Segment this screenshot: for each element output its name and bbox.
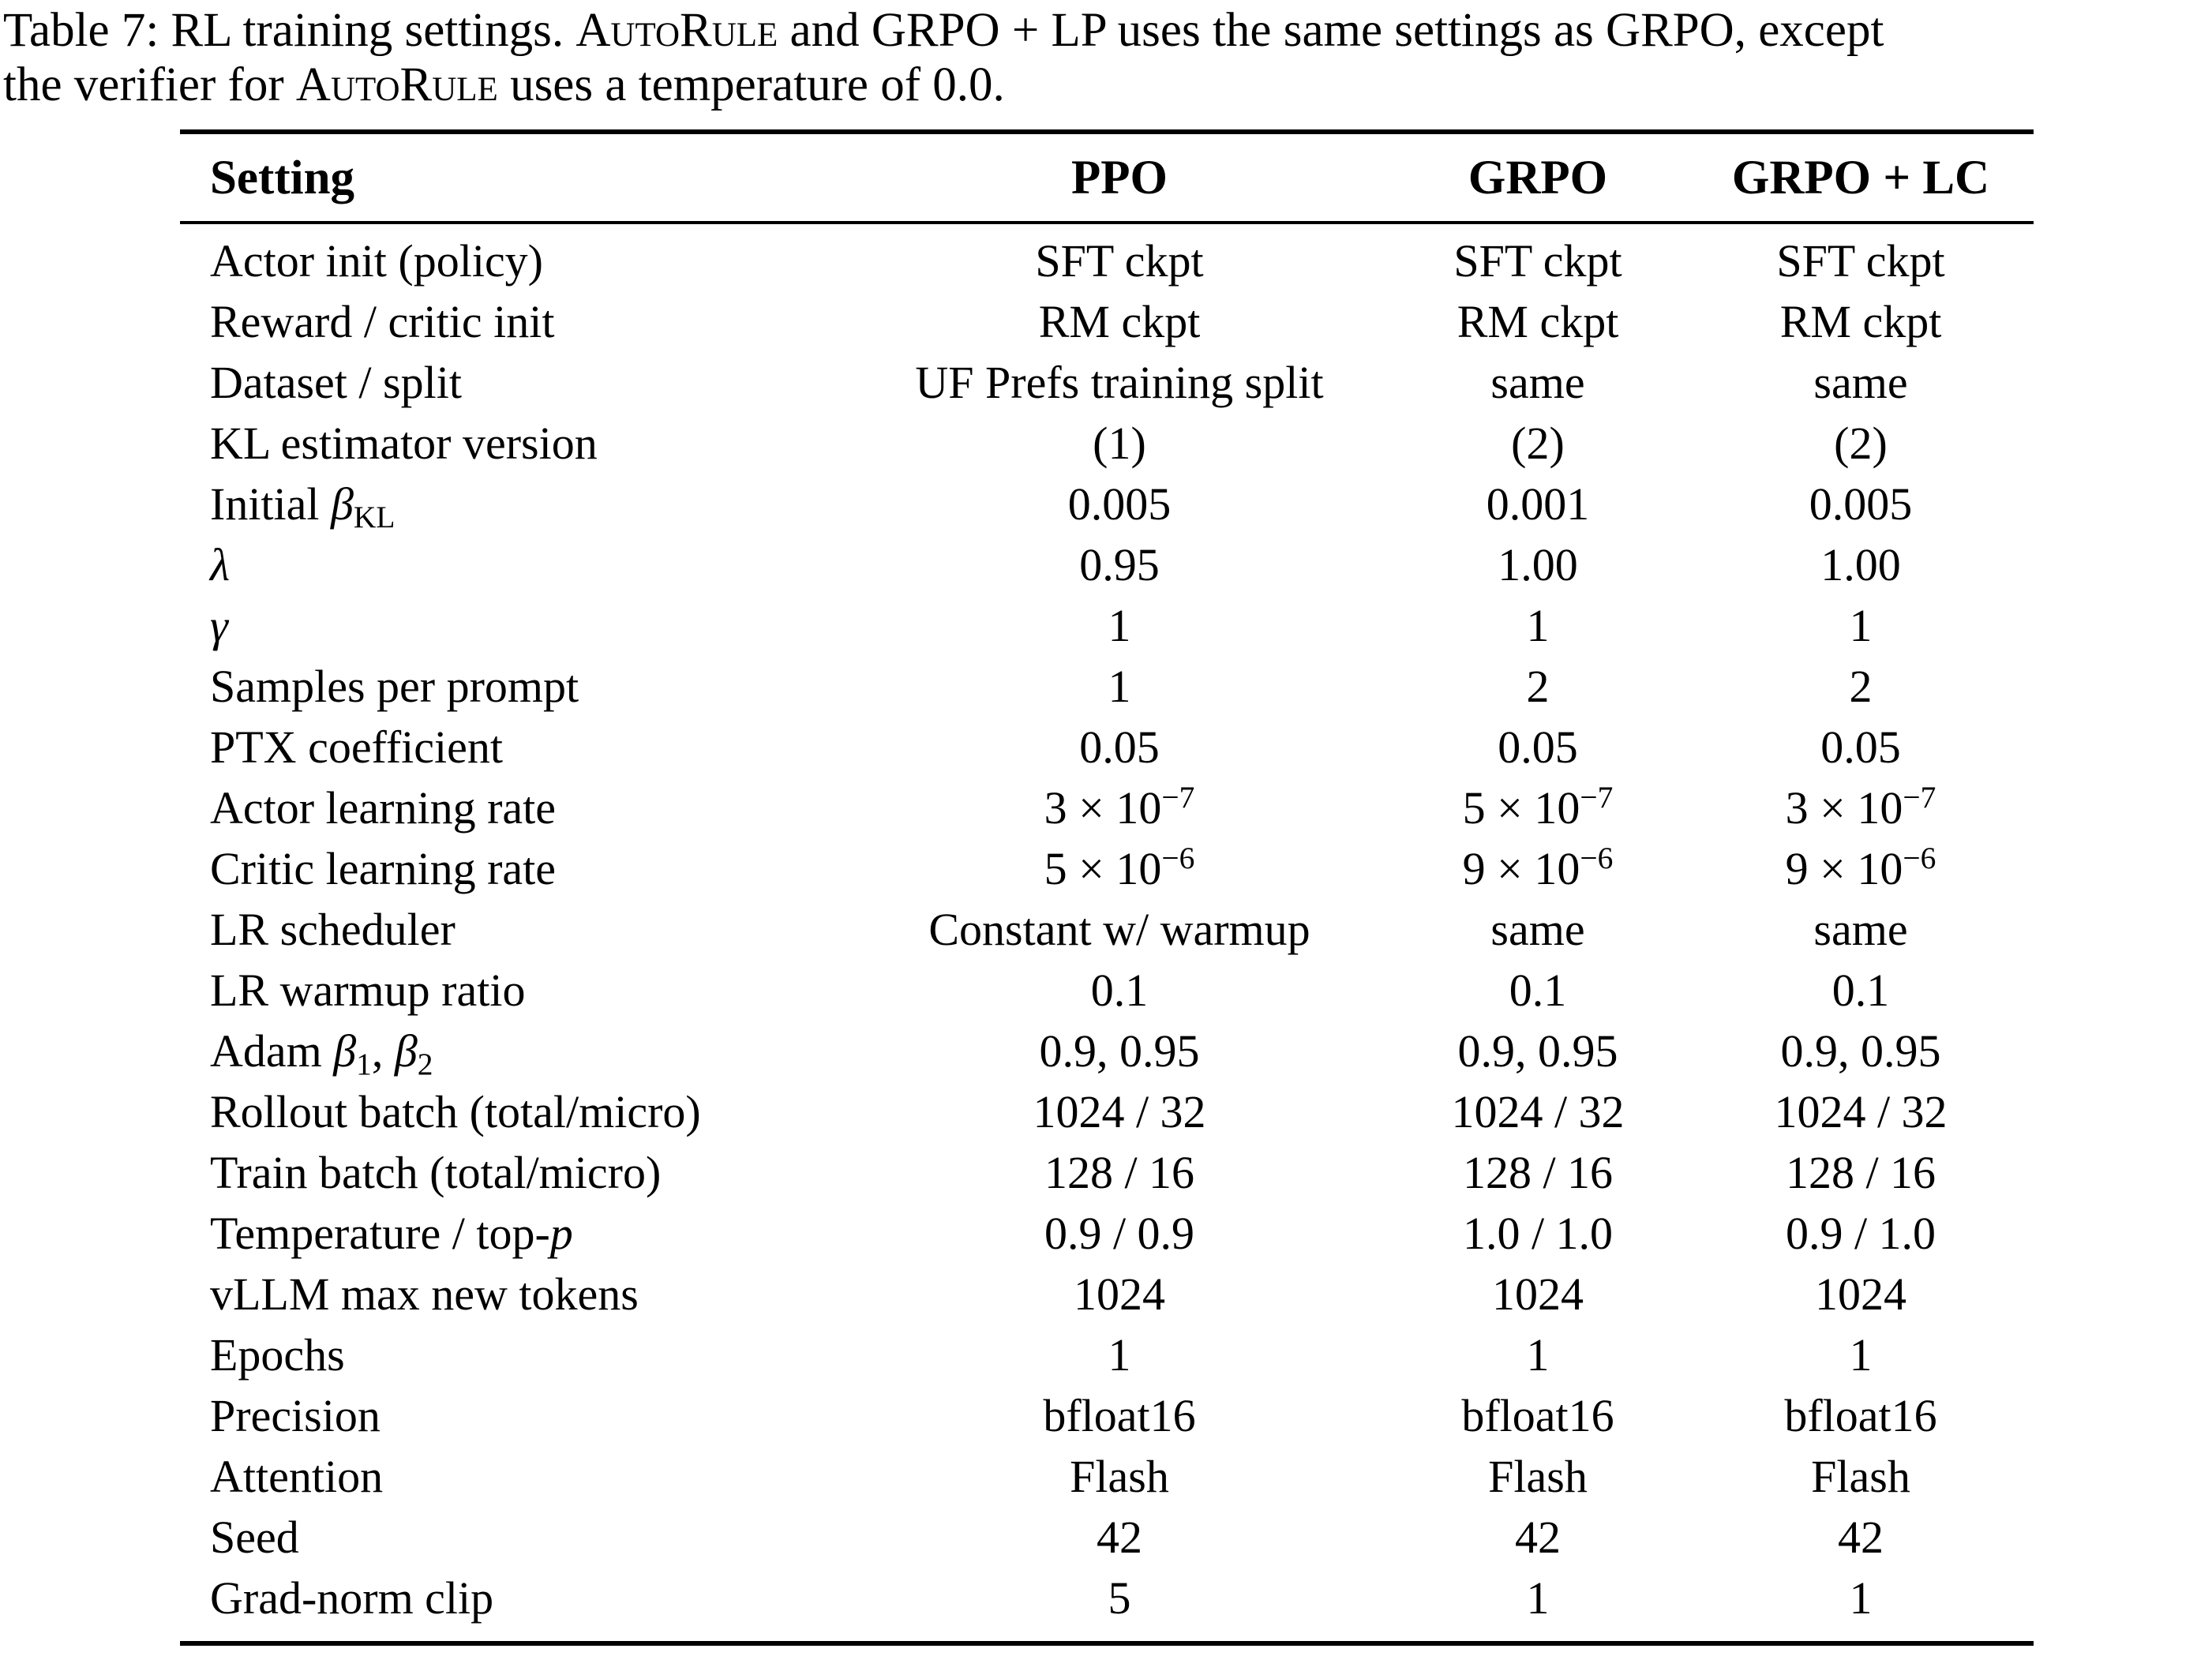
caption-segment: uses a temperature of 0.0. <box>497 58 1005 111</box>
setting-cell: Temperature / top-p <box>210 1208 573 1259</box>
value-cell-ppo: 1 <box>1108 1329 1131 1381</box>
setting-cell: LR scheduler <box>210 904 456 955</box>
value-cell-grpo-lc: same <box>1813 904 1908 955</box>
value-cell-grpo-lc: 1 <box>1849 1572 1873 1624</box>
setting-cell: Initial $\beta_{KL}$ <box>210 478 396 534</box>
setting-cell: Actor init (policy) <box>210 235 544 287</box>
table-row <box>180 717 2034 777</box>
value-cell-grpo-lc: bfloat16 <box>1784 1390 1937 1441</box>
col-header-grpo: GRPO <box>1388 132 1688 223</box>
value-cell-grpo: 42 <box>1515 1512 1561 1563</box>
caption-segment: Table 7: RL training settings. <box>3 4 576 57</box>
caption-line <box>3 3 2212 58</box>
value-cell-grpo-lc: Flash <box>1811 1451 1910 1502</box>
value-cell-grpo: 1 <box>1526 600 1550 651</box>
value-cell-grpo-lc: 2 <box>1849 661 1873 712</box>
setting-cell: Precision <box>210 1390 381 1441</box>
caption-smallcaps-segment: AutoRule <box>295 58 498 111</box>
table-row <box>180 1021 2034 1081</box>
setting-cell: λ <box>210 539 231 590</box>
value-cell-grpo-lc: 0.005 <box>1809 478 1913 530</box>
setting-cell: Attention <box>210 1451 384 1502</box>
caption-segment: and GRPO + LP uses the same settings as GRPO, except <box>778 4 1884 57</box>
setting-cell: Train batch (total/micro) <box>210 1147 662 1198</box>
value-cell-grpo-lc: 128 / 16 <box>1785 1147 1936 1198</box>
value-cell-grpo: 0.1 <box>1509 965 1567 1016</box>
value-cell-ppo: 0.9, 0.95 <box>1039 1025 1200 1077</box>
caption-segment: the verifier for <box>3 58 296 111</box>
value-cell-grpo-lc: SFT ckpt <box>1776 235 1945 287</box>
setting-cell: PTX coefficient <box>210 721 503 773</box>
table-row <box>180 1324 2034 1385</box>
value-cell-ppo: 1024 <box>1074 1268 1165 1320</box>
value-cell-ppo: 1 <box>1108 600 1131 651</box>
header-row <box>180 132 2034 223</box>
col-header-grpo-lc: GRPO + LC <box>1688 132 2034 223</box>
value-cell-grpo: Flash <box>1488 1451 1588 1502</box>
value-cell-grpo: 0.001 <box>1486 478 1590 530</box>
value-cell-grpo-lc: RM ckpt <box>1779 296 1942 347</box>
value-cell-ppo: Constant w/ warmup <box>928 904 1310 955</box>
setting-cell: Samples per prompt <box>210 661 579 712</box>
value-cell-grpo: 1 <box>1526 1572 1550 1624</box>
value-cell-grpo: 1 <box>1526 1329 1550 1381</box>
value-cell-grpo-lc: 1 <box>1849 1329 1873 1381</box>
table-row <box>180 1568 2034 1643</box>
table-body <box>180 223 2034 1643</box>
setting-cell: Reward / critic init <box>210 296 555 347</box>
setting-cell: Rollout batch (total/micro) <box>210 1086 701 1137</box>
table-header <box>180 132 2034 223</box>
setting-cell: LR warmup ratio <box>210 965 526 1016</box>
setting-cell: KL estimator version <box>210 418 598 469</box>
value-cell-grpo: 128 / 16 <box>1462 1147 1614 1198</box>
table-row <box>180 1203 2034 1264</box>
value-cell-grpo: bfloat16 <box>1461 1390 1614 1441</box>
value-cell-ppo: $5 \times 10^{-6}$ <box>1044 841 1195 894</box>
setting-cell: Dataset / split <box>210 357 462 408</box>
value-cell-grpo-lc: 1.00 <box>1820 539 1901 590</box>
value-cell-grpo-lc: 0.9 / 1.0 <box>1785 1208 1936 1259</box>
table-row <box>180 777 2034 838</box>
value-cell-grpo: 1.0 / 1.0 <box>1462 1208 1614 1259</box>
value-cell-grpo: 1.00 <box>1498 539 1578 590</box>
rl-training-settings-table <box>180 129 2034 1646</box>
value-cell-grpo-lc: 1024 <box>1815 1268 1906 1320</box>
table-row <box>180 656 2034 717</box>
value-cell-grpo: same <box>1490 904 1585 955</box>
value-cell-grpo: $9 \times 10^{-6}$ <box>1462 841 1614 894</box>
value-cell-grpo-lc: 0.9, 0.95 <box>1780 1025 1941 1077</box>
value-cell-grpo-lc: 1024 / 32 <box>1774 1086 1948 1137</box>
value-cell-grpo-lc: same <box>1813 357 1908 408</box>
setting-cell: γ <box>210 600 228 651</box>
table-row <box>180 474 2034 534</box>
table-row <box>180 960 2034 1021</box>
table-row <box>180 1385 2034 1446</box>
value-cell-ppo: 1 <box>1108 661 1131 712</box>
table-row <box>180 413 2034 474</box>
value-cell-grpo: 2 <box>1526 661 1550 712</box>
value-cell-ppo: 1024 / 32 <box>1033 1086 1206 1137</box>
caption-smallcaps-segment: AutoRule <box>575 4 778 57</box>
value-cell-grpo-lc: (2) <box>1834 418 1888 469</box>
setting-cell: vLLM max new tokens <box>210 1268 639 1320</box>
setting-cell: Critic learning rate <box>210 843 557 894</box>
table-row <box>180 1264 2034 1324</box>
value-cell-grpo: (2) <box>1511 418 1565 469</box>
value-cell-ppo: 128 / 16 <box>1044 1147 1195 1198</box>
table-row <box>180 838 2034 899</box>
value-cell-grpo: SFT ckpt <box>1453 235 1622 287</box>
value-cell-grpo: $5 \times 10^{-7}$ <box>1462 780 1614 834</box>
setting-cell: Epochs <box>210 1329 345 1381</box>
table-row <box>180 899 2034 960</box>
value-cell-ppo: UF Prefs training split <box>915 357 1324 408</box>
setting-cell: Grad-norm clip <box>210 1572 494 1624</box>
table-row <box>180 1142 2034 1203</box>
setting-cell: Seed <box>210 1512 299 1563</box>
value-cell-grpo: 0.05 <box>1498 721 1578 773</box>
value-cell-grpo-lc: 0.1 <box>1831 965 1890 1016</box>
value-cell-grpo: RM ckpt <box>1457 296 1619 347</box>
value-cell-ppo: 0.005 <box>1067 478 1172 530</box>
value-cell-ppo: 0.1 <box>1090 965 1149 1016</box>
value-cell-ppo: 0.05 <box>1079 721 1160 773</box>
value-cell-ppo: 0.95 <box>1079 539 1160 590</box>
col-header-ppo: PPO <box>851 132 1388 223</box>
value-cell-ppo: Flash <box>1070 1451 1169 1502</box>
value-cell-ppo: $3 \times 10^{-7}$ <box>1044 780 1195 834</box>
value-cell-grpo-lc: $3 \times 10^{-7}$ <box>1785 780 1936 834</box>
setting-cell: Adam $\beta_1$, $\beta_2$ <box>210 1025 433 1081</box>
table-row <box>180 291 2034 352</box>
col-header-setting: Setting <box>180 132 851 223</box>
value-cell-ppo: RM ckpt <box>1038 296 1201 347</box>
value-cell-ppo: 0.9 / 0.9 <box>1044 1208 1195 1259</box>
value-cell-ppo: 42 <box>1097 1512 1142 1563</box>
value-cell-grpo-lc: 0.05 <box>1820 721 1901 773</box>
value-cell-ppo: SFT ckpt <box>1035 235 1204 287</box>
value-cell-grpo-lc: 42 <box>1838 1512 1884 1563</box>
table-row <box>180 595 2034 656</box>
value-cell-grpo-lc: $9 \times 10^{-6}$ <box>1785 841 1936 894</box>
value-cell-grpo: same <box>1490 357 1585 408</box>
table-row <box>180 1446 2034 1507</box>
table-row <box>180 534 2034 595</box>
value-cell-ppo: (1) <box>1093 418 1146 469</box>
value-cell-ppo: 5 <box>1108 1572 1131 1624</box>
value-cell-grpo: 1024 / 32 <box>1451 1086 1625 1137</box>
setting-cell: Actor learning rate <box>210 782 557 834</box>
caption-line <box>3 58 2212 112</box>
table-caption <box>0 0 2212 112</box>
table-row <box>180 1507 2034 1568</box>
table-row <box>180 223 2034 291</box>
value-cell-ppo: bfloat16 <box>1043 1390 1196 1441</box>
table-row <box>180 1081 2034 1142</box>
table-row <box>180 352 2034 413</box>
value-cell-grpo-lc: 1 <box>1849 600 1873 651</box>
value-cell-grpo: 0.9, 0.95 <box>1457 1025 1618 1077</box>
value-cell-grpo: 1024 <box>1492 1268 1584 1320</box>
